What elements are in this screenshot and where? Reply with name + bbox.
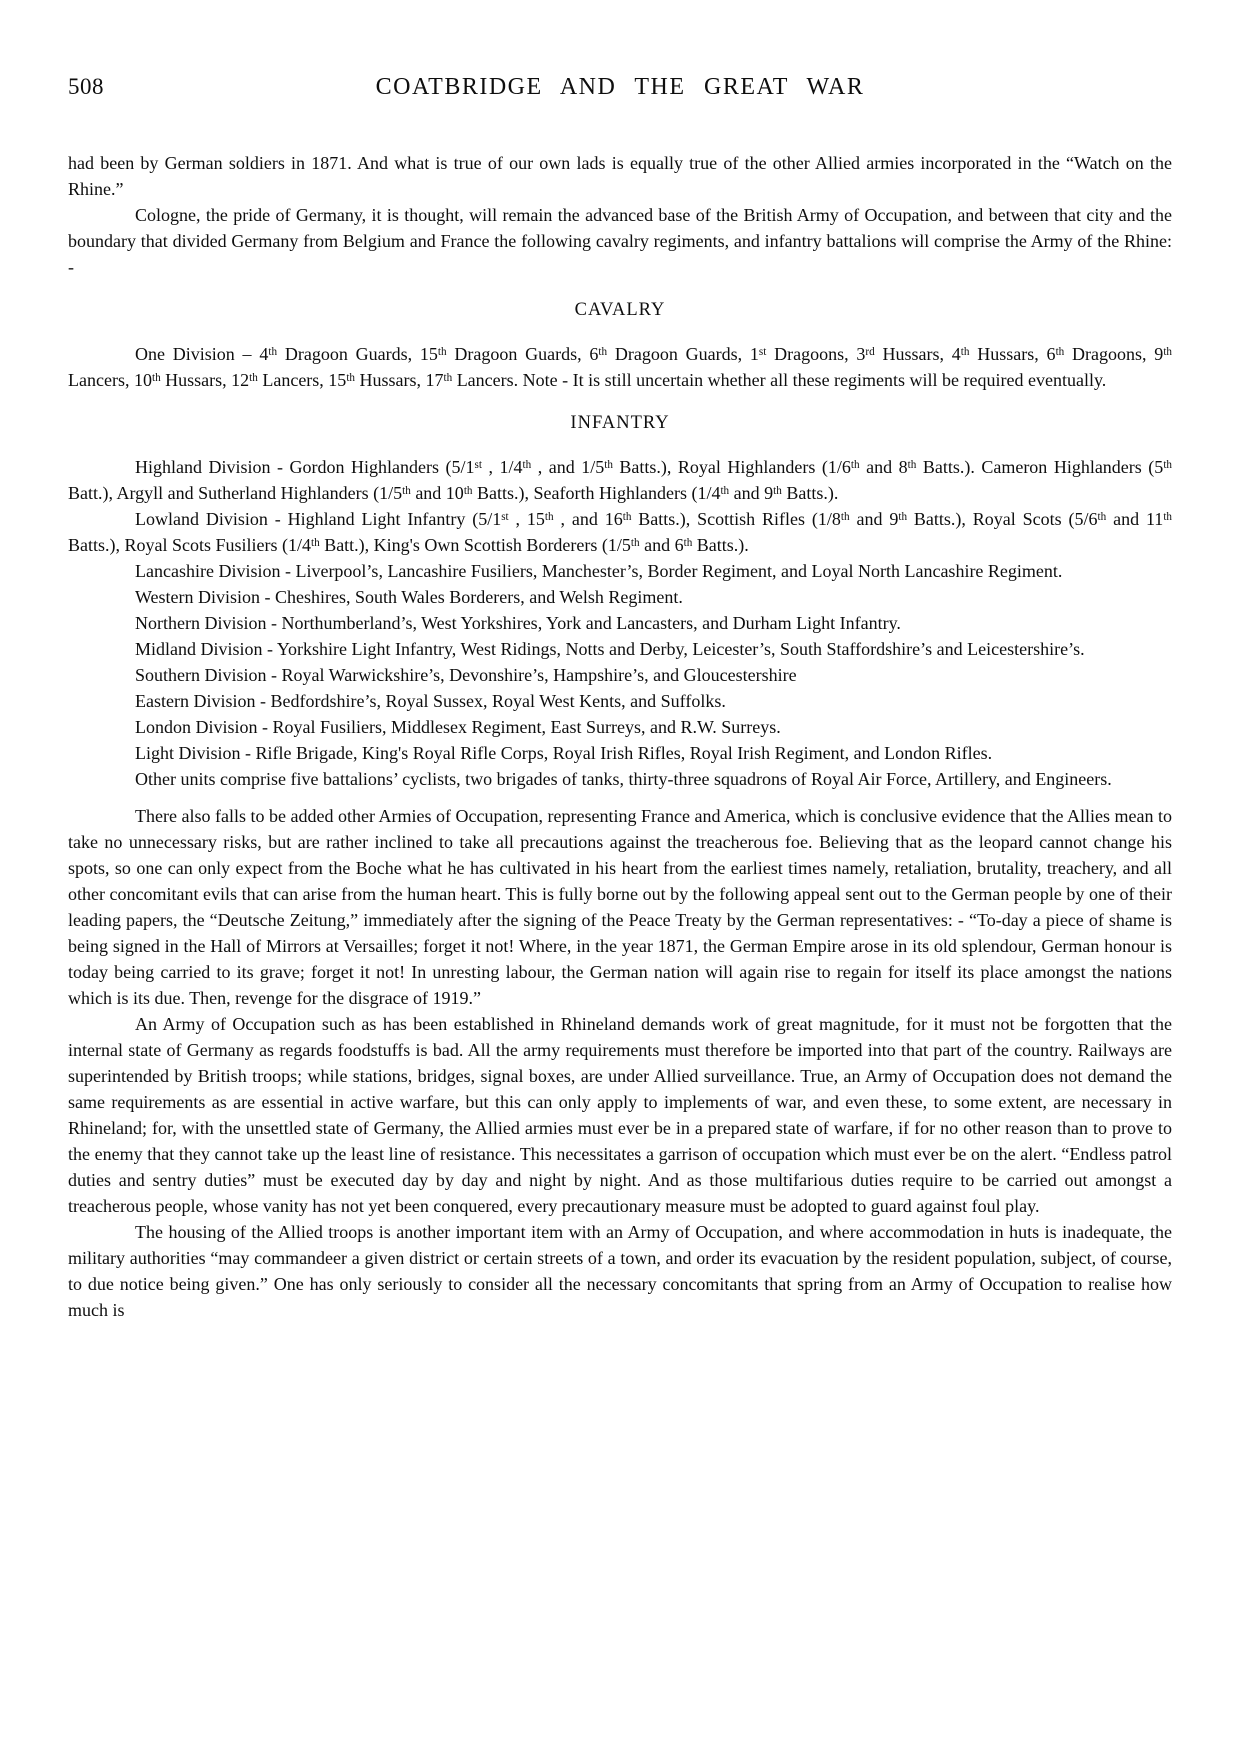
body-paragraph: Cologne, the pride of Germany, it is thought, will remain the advanced base of the British Army of Occupation, and between that city and the boundary that divided Germany from Belgium and France the following cavalry regiments, and infantry battalions will comprise the Army of the Rhine: - bbox=[68, 205, 1172, 277]
body-paragraph: had been by German soldiers in 1871. And what is true of our own lads is equally true of the other Allied armies incorporated in the “Watch on the Rhine.” bbox=[68, 153, 1172, 199]
body-paragraph: Lancashire Division - Liverpool’s, Lancashire Fusiliers, Manchester’s, Border Regiment, and Loyal North Lancashire Regiment. bbox=[135, 561, 1063, 581]
body-paragraph: Eastern Division - Bedfordshire’s, Royal Sussex, Royal West Kents, and Suffolks. bbox=[135, 691, 726, 711]
section-heading: CAVALRY bbox=[574, 300, 666, 320]
body-paragraph: Other units comprise five battalions’ cyclists, two brigades of tanks, thirty-three squadrons of Royal Air Force, Artillery, and Engineers. bbox=[135, 769, 1112, 789]
body-paragraph: Light Division - Rifle Brigade, King's Royal Rifle Corps, Royal Irish Rifles, Royal Irish Regiment, and London Rifles. bbox=[135, 743, 993, 763]
page-number: 508 bbox=[68, 74, 104, 99]
body-paragraph: An Army of Occupation such as has been established in Rhineland demands work of great magnitude, for it must not be forgotten that the internal state of Germany as regards foodstuffs is bad. All the army requirements must therefore be imported into that part of the country. Railways are superintended by British troops; while stations, bridges, signal boxes, are under Allied surveillance. True, an Army of Occupation does not demand the same requirements as are essential in active warfare, but this can only apply to implements of war, and even these, to some extent, are necessary in Rhineland; for, with the unsettled state of Germany, the Allied armies must ever be in a prepared state of warfare, if for no other reason than to prove to the enemy that they cannot take up the least line of resistance. This necessitates a garrison of occupation which must ever be on the alert. “Endless patrol duties and sentry duties” must be executed day by day and night by night. And as those multifarious duties require to be carried out amongst a treacherous people, whose vanity has not yet been conquered, every precautionary measure must be adopted to guard against foul play. bbox=[68, 1014, 1172, 1216]
body-paragraph: Southern Division - Royal Warwickshire’s, Devonshire’s, Hampshire’s, and Gloucestershire bbox=[135, 665, 797, 685]
body-paragraph: One Division – 4th Dragoon Guards, 15th Dragoon Guards, 6th Dragoon Guards, 1st Dragoons, 3rd Hussars, 4th Hussars, 6th Dragoons, 9th Lancers, 10th Hussars, 12th Lancers, 15th Hussars, 17th Lancers. Note - It is still uncertain whether all these regiments will be required eventually. bbox=[68, 344, 1172, 390]
body-paragraph: Midland Division - Yorkshire Light Infantry, West Ridings, Notts and Derby, Leicester’s, South Staffordshire’s and Leicestershire’s. bbox=[135, 639, 1085, 659]
body-paragraph: London Division - Royal Fusiliers, Middlesex Regiment, East Surreys, and R.W. Surreys. bbox=[135, 717, 781, 737]
body-paragraph: Highland Division - Gordon Highlanders (5/1st , 1/4th , and 1/5th Batts.), Royal Highlanders (1/6th and 8th Batts.). Cameron Highlanders (5th Batt.), Argyll and Sutherland Highlanders (1/5th and 10th Batts.), Seaforth Highlanders (1/4th and 9th Batts.). bbox=[68, 457, 1172, 503]
page-body bbox=[68, 150, 1172, 1323]
body-paragraph: There also falls to be added other Armies of Occupation, representing France and America, which is conclusive evidence that the Allies mean to take no unnecessary risks, but are rather inclined to take all precautions against the treacherous foe. Believing that as the leopard cannot change his spots, so one can only expect from the Boche what he has cultivated in his heart from the earliest times namely, retaliation, brutality, treachery, and all other concomitant evils that can arise from the human heart. This is fully borne out by the following appeal sent out to the German people by one of their leading papers, the “Deutsche Zeitung,” immediately after the signing of the Peace Treaty by the German representatives: - “To-day a piece of shame is being signed in the Hall of Mirrors at Versailles; forget it not! Where, in the year 1871, the German Empire arose in its old splendour, German honour is today being carried to its grave; forget it not! In unresting labour, the German nation will again rise to regain for itself its place amongst the nations which is its due. Then, revenge for the disgrace of 1919.” bbox=[68, 806, 1172, 1008]
running-title: COATBRIDGE AND THE GREAT WAR bbox=[375, 74, 865, 100]
body-paragraph: The housing of the Allied troops is another important item with an Army of Occupation, and where accommodation in huts is inadequate, the military authorities “may commandeer a given district or certain streets of a town, and order its evacuation by the resident population, subject, of course, to due notice being given.” One has only seriously to consider all the necessary concomitants that spring from an Army of Occupation to realise how much is bbox=[68, 1222, 1172, 1320]
body-paragraph: Western Division - Cheshires, South Wales Borderers, and Welsh Regiment. bbox=[135, 587, 683, 607]
body-paragraph: Lowland Division - Highland Light Infantry (5/1st , 15th , and 16th Batts.), Scottish Rifles (1/8th and 9th Batts.), Royal Scots (5/6th and 11th Batts.), Royal Scots Fusiliers (1/4th Batt.), King's Own Scottish Borderers (1/5th and 6th Batts.). bbox=[68, 509, 1172, 555]
section-heading: INFANTRY bbox=[570, 413, 670, 433]
page-header bbox=[68, 0, 1172, 106]
body-paragraph: Northern Division - Northumberland’s, West Yorkshires, York and Lancasters, and Durham Light Infantry. bbox=[135, 613, 901, 633]
